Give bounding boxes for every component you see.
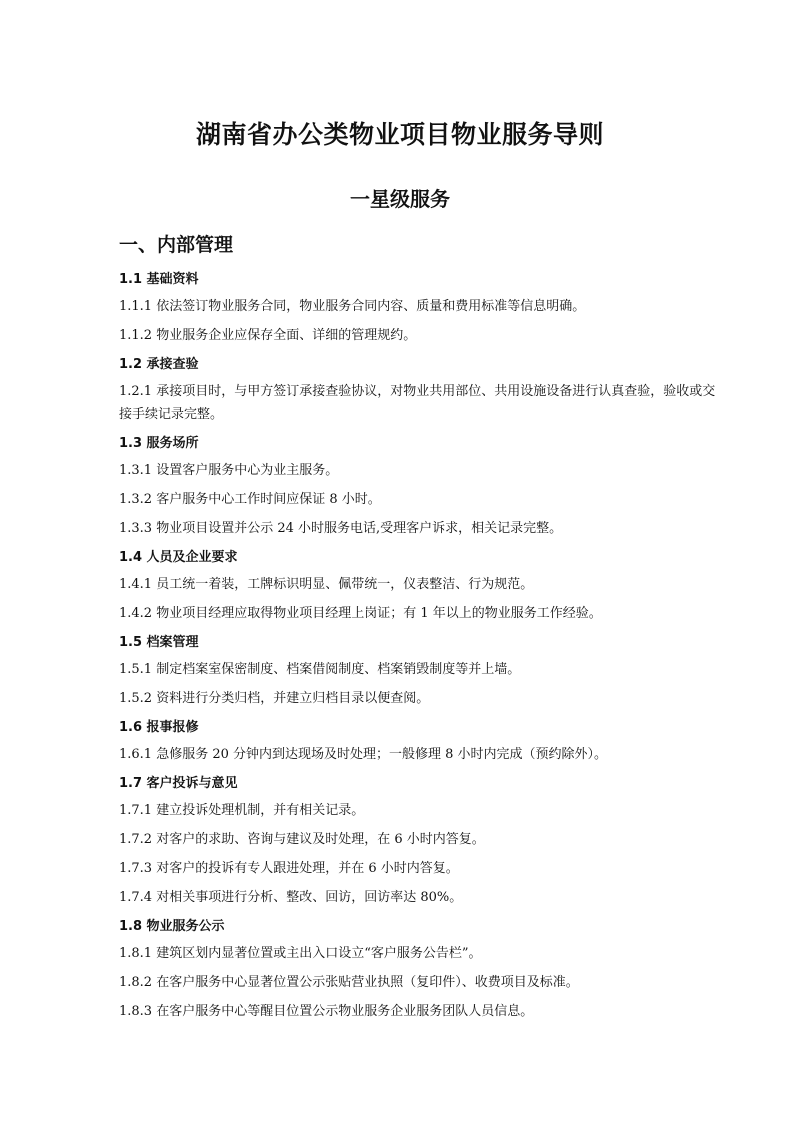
subsection-heading: 1.4 人员及企业要求 <box>119 550 238 565</box>
subsection-heading: 1.2 承接查验 <box>119 357 199 372</box>
subsection-heading: 1.7 客户投诉与意见 <box>119 776 238 791</box>
subsection <box>119 270 720 347</box>
clause-text: 1.7.2 对客户的求助、咨询与建议及时处理，在 6 小时内答复。 <box>119 832 485 847</box>
subsection-heading: 1.1 基础资料 <box>119 272 199 287</box>
clause-text: 1.4.2 物业项目经理应取得物业项目经理上岗证；有 1 年以上的物业服务工作经验。 <box>119 606 602 621</box>
subsection-heading: 1.3 服务场所 <box>119 436 199 451</box>
clause-text: 1.5.1 制定档案室保密制度、档案借阅制度、档案销毁制度等并上墙。 <box>119 662 521 677</box>
clause-text: 1.1.1 依法签订物业服务合同，物业服务合同内容、质量和费用标准等信息明确。 <box>119 299 586 314</box>
subsection <box>119 917 720 1023</box>
subsection <box>119 434 720 540</box>
clause-text: 1.6.1 急修服务 20 分钟内到达现场及时处理；一般修理 8 小时内完成（预约除外）。 <box>119 747 608 762</box>
subsection-heading: 1.6 报事报修 <box>119 720 199 735</box>
clause-text: 1.8.1 建筑区划内显著位置或主出入口设立“客户服务公告栏”。 <box>119 946 482 961</box>
subsection-heading: 1.5 档案管理 <box>119 635 199 650</box>
clause-text: 1.3.3 物业项目设置并公示 24 小时服务电话,受理客户诉求，相关记录完整。 <box>119 521 563 536</box>
clause-text: 1.3.2 客户服务中心工作时间应保证 8 小时。 <box>119 492 381 507</box>
subsection <box>119 633 720 710</box>
subsection-heading: 1.8 物业服务公示 <box>119 919 225 934</box>
clause-text: 1.8.3 在客户服务中心等醒目位置公示物业服务企业服务团队人员信息。 <box>119 1004 534 1019</box>
document-title: 湖南省办公类物业项目物业服务导则 <box>195 120 604 149</box>
section-heading: 一、内部管理 <box>119 234 234 256</box>
subsection <box>119 548 720 625</box>
clause-text: 1.5.2 资料进行分类归档，并建立归档目录以便查阅。 <box>119 691 430 706</box>
subsection <box>119 355 720 426</box>
clause-text: 1.7.1 建立投诉处理机制，并有相关记录。 <box>119 803 365 818</box>
clause-text: 1.7.4 对相关事项进行分析、整改、回访，回访率达 80%。 <box>119 890 463 905</box>
clause-text: 1.7.3 对客户的投诉有专人跟进处理，并在 6 小时内答复。 <box>119 861 459 876</box>
clause-text: 1.2.1 承接项目时，与甲方签订承接查验协议，对物业共用部位、共用设施设备进行认真查验，验收或交接手续记录完整。 <box>119 384 716 422</box>
document-subtitle: 一星级服务 <box>350 187 450 211</box>
subsection-list <box>119 270 720 1023</box>
clause-text: 1.4.1 员工统一着装，工牌标识明显、佩带统一，仪表整洁、行为规范。 <box>119 577 534 592</box>
clause-text: 1.8.2 在客户服务中心显著位置公示张贴营业执照（复印件）、收费项目及标准。 <box>119 975 579 990</box>
subsection <box>119 718 720 766</box>
clause-text: 1.1.2 物业服务企业应保存全面、详细的管理规约。 <box>119 328 417 343</box>
subsection <box>119 774 720 909</box>
clause-text: 1.3.1 设置客户服务中心为业主服务。 <box>119 463 339 478</box>
